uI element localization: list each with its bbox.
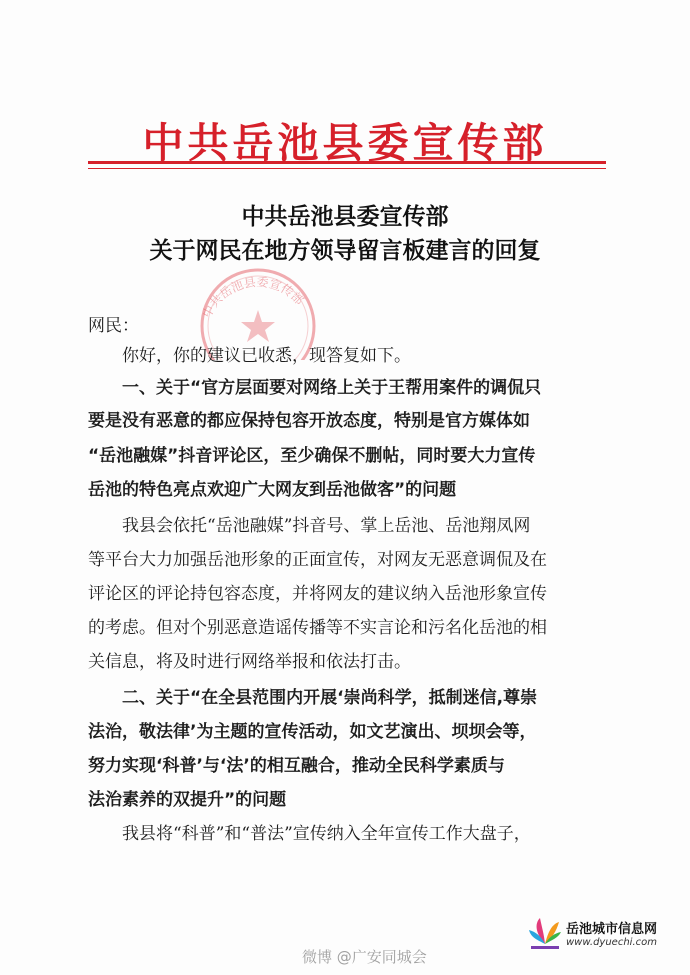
section1-reply-line: 评论区的评论持包容态度，并将网友的建议纳入岳池形象宣传 [88, 584, 547, 604]
letterhead-rule [88, 161, 606, 164]
seal-text: 中共岳池县委宣传部 [199, 275, 307, 321]
brand-name: 岳池城市信息网 [566, 922, 658, 937]
brand-flower-icon [528, 914, 562, 954]
brand-logo [528, 910, 676, 960]
greeting: 你好，你的建议已收悉，现答复如下。 [122, 346, 411, 366]
section1-heading-line: “岳池融媒”抖音评论区，至少确保不删帖，同时要大力宣传 [88, 446, 536, 466]
section1-reply-line: 我县会依托“岳池融媒”抖音号、掌上岳池、岳池翔凤网 [122, 516, 531, 536]
letterhead-rule-thin [88, 168, 606, 169]
section2-heading-line: 法治素养的双提升”的问题 [88, 790, 287, 810]
section1-reply-line: 关信息，将及时进行网络举报和依法打击。 [88, 652, 411, 672]
document-title-line1: 中共岳池县委宣传部 [241, 204, 449, 230]
salutation: 网民： [88, 316, 139, 336]
brand-url[interactable]: www.dyuechi.com [566, 937, 657, 948]
section2-heading-line: 二、关于“在全县范围内开展‘崇尚科学，抵制迷信,尊崇 [122, 688, 538, 708]
section1-heading-line: 要是没有恶意的都应保持包容开放态度，特别是官方媒体如 [88, 411, 530, 431]
section1-reply-line: 的考虑。但对个别恶意造谣传播等不实言论和污名化岳池的相 [88, 618, 547, 638]
section2-reply-line: 我县将“科普”和“普法”宣传纳入全年宣传工作大盘子， [122, 824, 531, 844]
letterhead: 中共岳池县委宣传部 [142, 119, 548, 167]
section2-heading-line: 法治，敬法律’为主题的宣传活动，如文艺演出、坝坝会等， [88, 722, 537, 742]
section1-heading-line: 岳池的特色亮点欢迎广大网友到岳池做客”的问题 [88, 480, 457, 500]
section2-heading-line: 努力实现‘科普’与‘法’的相互融合，推动全民科学素质与 [88, 756, 505, 776]
document-title-line2: 关于网民在地方领导留言板建言的回复 [149, 238, 541, 264]
official-seal-icon [180, 252, 336, 360]
weibo-watermark: 微博 @广安同城会 [302, 948, 427, 966]
section1-reply-line: 等平台大力加强岳池形象的正面宣传，对网友无恶意调侃及在 [88, 550, 547, 570]
section1-heading-line: 一、关于“官方层面要对网络上关于王帮用案件的调侃只 [122, 378, 542, 398]
